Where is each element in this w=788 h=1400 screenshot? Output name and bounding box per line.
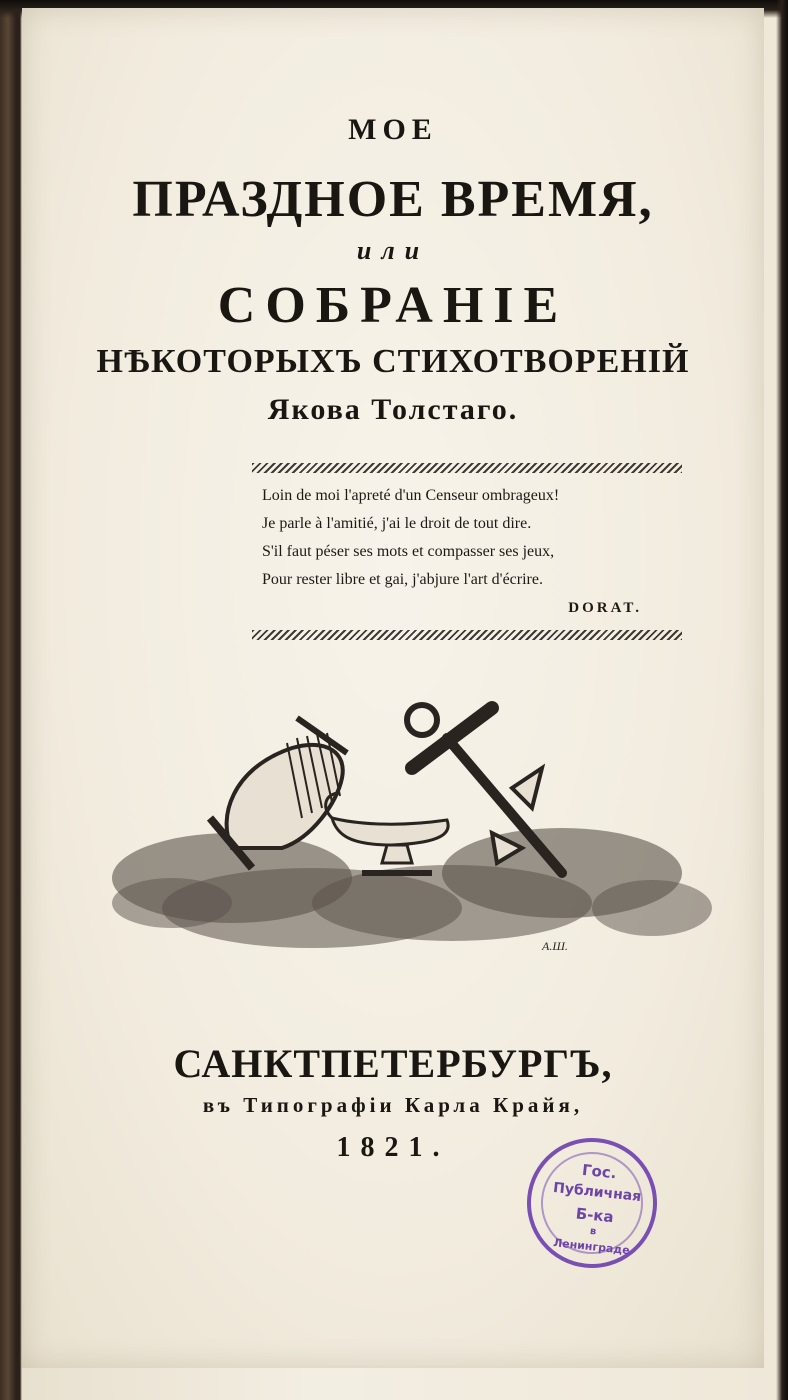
lyre-icon (210, 718, 347, 868)
cloud-shapes (112, 828, 712, 948)
ornamental-rule-bottom (252, 630, 682, 640)
author-line: Якова Толстаго. (267, 393, 519, 426)
ornamental-rule-top (252, 463, 682, 473)
epigraph-line-3: S'il faut péser ses mots et compasser ses jeux, (262, 543, 555, 560)
epigraph-line-4: Pour rester libre et gai, j'abjure l'art d'écrire. (262, 571, 543, 588)
title-line-1: МОЕ (348, 113, 438, 146)
stamp-line-5: Ленинграде (552, 1236, 631, 1258)
epigraph (262, 482, 692, 622)
stamp-line-4: в (589, 1225, 597, 1238)
imprint-year: 1821. (336, 1132, 450, 1163)
stamp-line-2: Публичная (552, 1179, 642, 1206)
epigraph-line-2: Je parle à l'amitié, j'ai le droit de tout dire. (262, 515, 532, 532)
imprint-city: САНКТПЕТЕРБУРГЪ, (173, 1041, 613, 1086)
epigraph-author: DORAT. (568, 600, 642, 616)
title-line-3: или (356, 236, 430, 265)
epigraph-line-1: Loin de moi l'apreté d'un Censeur ombrageux! (262, 487, 560, 504)
vignette-signature: А.Ш. (542, 939, 568, 953)
title-page (22, 8, 764, 1368)
scan-right-edge (776, 0, 788, 1400)
title-line-4: СОБРАНІЕ (217, 277, 569, 334)
imprint-press: въ Типографіи Карла Крайя, (202, 1093, 584, 1117)
title-line-2: ПРАЗДНОЕ ВРЕМЯ, (132, 171, 654, 228)
stamp-line-3: Б-ка (574, 1204, 615, 1227)
oil-lamp-icon (326, 793, 448, 873)
stamp-line-1: Гос. (581, 1160, 618, 1183)
title-line-5: НѢКОТОРЫХЪ СТИХОТВОРЕНІЙ (96, 343, 690, 380)
vignette-lyre-lamp-anchor (92, 698, 712, 978)
